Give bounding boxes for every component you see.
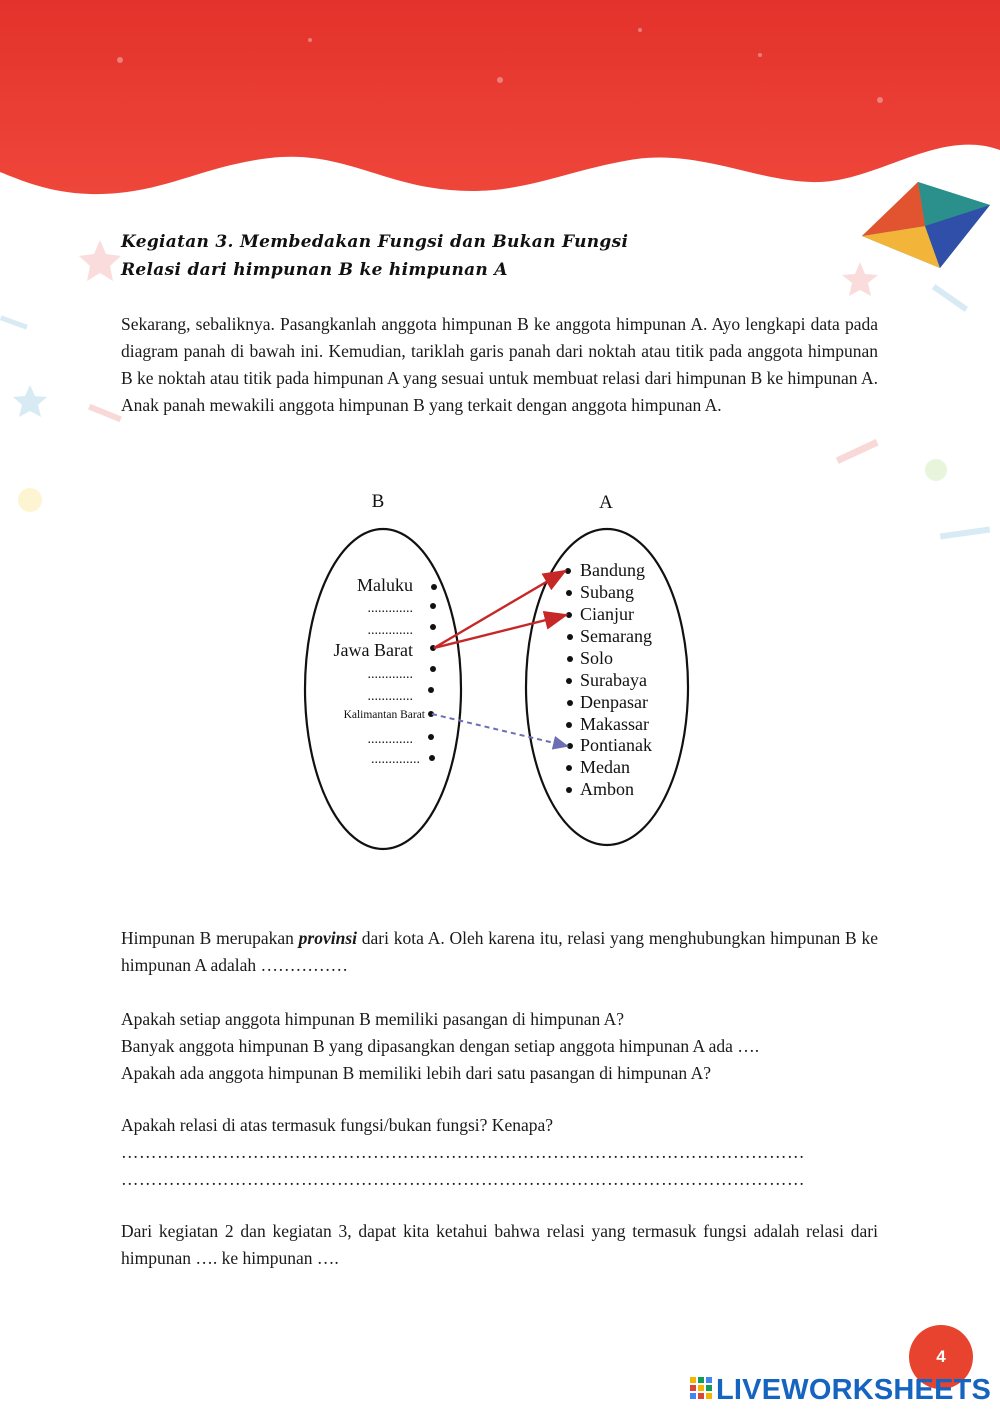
set-b-points bbox=[428, 584, 437, 761]
set-b-item[interactable]: .............. bbox=[371, 752, 420, 767]
set-a-item: Solo bbox=[580, 648, 614, 668]
set-b-item: Maluku bbox=[357, 575, 413, 595]
q2-line1: Apakah setiap anggota himpunan B memiliki pasangan di himpunan A? bbox=[121, 1009, 625, 1029]
set-a-point[interactable] bbox=[566, 590, 572, 596]
set-a-item: Cianjur bbox=[580, 604, 634, 624]
q2-line2[interactable]: Banyak anggota himpunan B yang dipasangkan dengan setiap anggota himpunan A ada …. bbox=[121, 1036, 760, 1056]
set-a-item: Surabaya bbox=[580, 670, 647, 690]
set-a-point[interactable] bbox=[567, 743, 573, 749]
set-a-item: Bandung bbox=[580, 560, 645, 580]
set-a-item: Pontianak bbox=[580, 735, 652, 755]
question-pairing bbox=[121, 1006, 878, 1087]
set-a-item: Semarang bbox=[580, 626, 652, 646]
set-a-point[interactable] bbox=[565, 568, 571, 574]
set-a-point[interactable] bbox=[567, 634, 573, 640]
set-b-item[interactable]: ............. bbox=[367, 689, 413, 704]
set-a-point[interactable] bbox=[567, 656, 573, 662]
set-b-point[interactable] bbox=[428, 734, 434, 740]
set-a-point[interactable] bbox=[566, 765, 572, 771]
set-b-item[interactable]: ............. bbox=[367, 732, 413, 747]
question-conclusion bbox=[121, 1218, 878, 1272]
set-b-point[interactable] bbox=[430, 624, 436, 630]
set-b-point[interactable] bbox=[429, 755, 435, 761]
set-a-items bbox=[580, 560, 652, 799]
set-a-point[interactable] bbox=[566, 787, 572, 793]
set-b-item[interactable]: ............. bbox=[367, 601, 413, 616]
set-a-points bbox=[565, 568, 573, 793]
page-number-badge: 4 bbox=[909, 1325, 973, 1389]
arrow-kalimantan-barat-pontianak bbox=[432, 714, 567, 746]
set-a-label: A bbox=[599, 492, 613, 513]
set-b-items bbox=[334, 575, 426, 767]
q1-text-before: Himpunan B merupakan bbox=[121, 928, 299, 948]
q1-text-after[interactable]: dari kota A. Oleh karena itu, relasi yang menghubungkan himpunan B ke himpunan A adalah …………… bbox=[121, 928, 878, 975]
heading-subtitle: Relasi dari himpunan B ke himpunan A bbox=[121, 260, 508, 280]
q3-question: Apakah relasi di atas termasuk fungsi/bukan fungsi? Kenapa? bbox=[121, 1115, 554, 1135]
set-a-point[interactable] bbox=[566, 722, 572, 728]
answer-line[interactable]: …………………………………………………………………………………………………… bbox=[121, 1169, 805, 1189]
q1-emphasis: provinsi bbox=[298, 928, 357, 948]
set-b-item[interactable]: ............. bbox=[367, 667, 413, 682]
set-a-point[interactable] bbox=[567, 700, 573, 706]
q4-text[interactable]: Dari kegiatan 2 dan kegiatan 3, dapat kita ketahui bahwa relasi yang termasuk fungsi adalah relasi dari himpunan …. ke himpunan …. bbox=[121, 1221, 878, 1268]
set-a-item: Makassar bbox=[580, 714, 649, 734]
set-b-point[interactable] bbox=[431, 584, 437, 590]
set-a-point[interactable] bbox=[566, 678, 572, 684]
intro-text: Sekarang, sebaliknya. Pasangkanlah anggota himpunan B ke anggota himpunan A. Ayo lengkapi data pada diagram panah di bawah ini. Kemudian, tariklah garis panah dari noktah atau titik pada anggota himpunan B ke noktah atau titik pada himpunan A yang sesuai untuk membuat relasi dari himpunan B ke himpunan A. Anak panah mewakili anggota himpunan B yang terkait dengan anggota himpunan A. bbox=[121, 314, 878, 415]
set-b-point[interactable] bbox=[430, 603, 436, 609]
liveworksheets-logo-icon bbox=[690, 1377, 712, 1403]
set-a-item: Ambon bbox=[580, 779, 634, 799]
set-b-item[interactable]: ............. bbox=[367, 623, 413, 638]
set-a-item: Medan bbox=[580, 757, 630, 777]
brand-footer[interactable] bbox=[690, 1373, 991, 1407]
set-b-label: B bbox=[371, 491, 385, 512]
set-a-item: Subang bbox=[580, 582, 634, 602]
answer-line[interactable]: …………………………………………………………………………………………………… bbox=[121, 1142, 805, 1162]
question-function bbox=[121, 1112, 878, 1193]
set-a-point[interactable] bbox=[566, 612, 572, 618]
set-b-point[interactable] bbox=[430, 666, 436, 672]
q2-line3: Apakah ada anggota himpunan B memiliki lebih dari satu pasangan di himpunan A? bbox=[121, 1063, 712, 1083]
brand-name[interactable]: LIVEWORKSHEETS bbox=[716, 1373, 992, 1406]
arrow-jawa-barat-bandung bbox=[434, 571, 565, 648]
set-b-item: Jawa Barat bbox=[333, 640, 413, 660]
set-b-point[interactable] bbox=[428, 687, 434, 693]
set-b-item: Kalimantan Barat bbox=[343, 709, 425, 721]
heading-title: Kegiatan 3. Membedakan Fungsi dan Bukan Fungsi bbox=[121, 232, 629, 252]
set-a-item: Denpasar bbox=[580, 692, 648, 712]
question-relation bbox=[121, 925, 878, 979]
